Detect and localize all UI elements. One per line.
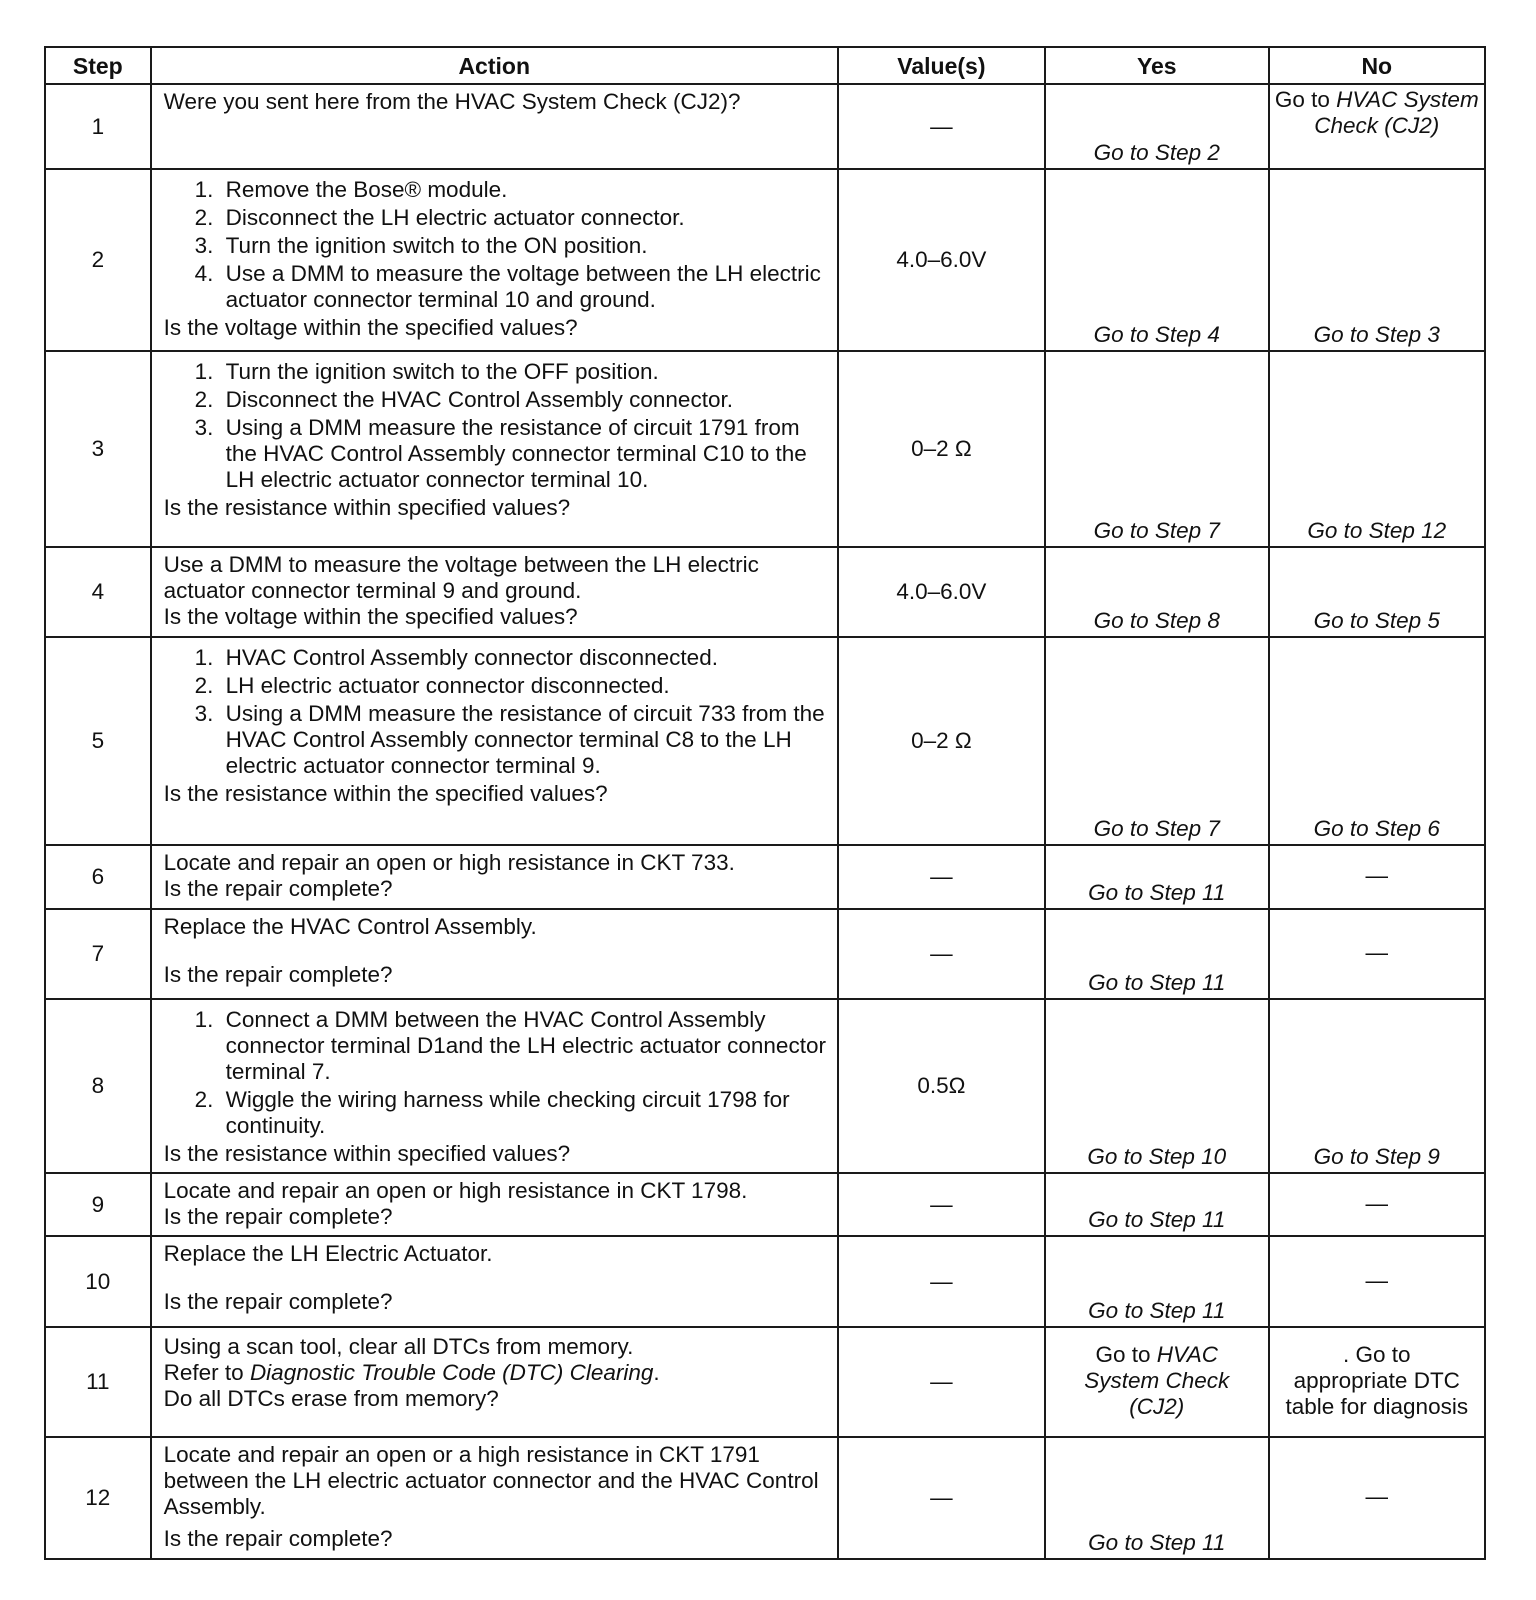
action-cell [151,1236,838,1327]
step-number: 8 [45,999,151,1173]
reference-prefix: Refer to [163,1360,250,1385]
yes-cell [1045,845,1269,909]
table-row [45,1173,1485,1236]
action-question: Is the resistance within specified values? [163,1141,571,1166]
yes-goto[interactable]: Go to Step 2 [1093,140,1220,165]
action-question: Is the repair complete? [163,1204,393,1229]
value-cell: — [838,1437,1045,1559]
action-question: Is the resistance within the specified values? [163,781,608,806]
yes-cell [1045,1173,1269,1236]
yes-goto[interactable]: Go to Step 4 [1093,322,1220,347]
reference-link[interactable]: Diagnostic Trouble Code (DTC) Clearing [249,1360,654,1385]
step-number: 4 [45,547,151,637]
yes-cell [1045,84,1269,169]
value-cell: 4.0–6.0V [838,547,1045,637]
action-cell [151,84,838,169]
header-action: Action [151,47,838,84]
action-list [164,645,829,779]
action-question: Do all DTCs erase from memory? [163,1386,499,1411]
step-number: 7 [45,909,151,999]
list-item: 2. Disconnect the HVAC Control Assembly connector. [220,387,829,413]
step-number: 11 [45,1327,151,1437]
no-cell: — [1269,1236,1485,1327]
value-cell: 4.0–6.0V [838,169,1045,351]
action-text: Locate and repair an open or high resistance in CKT 1798. [163,1178,748,1203]
value-cell: — [838,909,1045,999]
step-number: 6 [45,845,151,909]
diagnostic-table-page [44,46,1486,1560]
no-cell [1269,169,1485,351]
action-text: Replace the HVAC Control Assembly. [163,914,537,939]
list-item: 4. Use a DMM to measure the voltage between the LH electric actuator connector terminal 10 and ground. [220,261,829,313]
table-row [45,909,1485,999]
table-row [45,845,1485,909]
no-goto[interactable]: Go to Step 12 [1307,518,1447,543]
step-number: 9 [45,1173,151,1236]
no-prefix: Go to [1274,87,1337,112]
list-item: 3. Using a DMM measure the resistance of circuit 733 from the HVAC Control Assembly connector terminal C8 to the LH electric actuator connector terminal 9. [220,701,829,779]
table-row [45,84,1485,169]
value-cell: 0.5Ω [838,999,1045,1173]
header-yes: Yes [1045,47,1269,84]
value-cell: — [838,1173,1045,1236]
action-cell [151,1173,838,1236]
action-reference [164,1360,829,1386]
no-cell [1269,351,1485,547]
table-row [45,1236,1485,1327]
yes-cell [1045,547,1269,637]
list-item: 1. Turn the ignition switch to the OFF position. [220,359,829,385]
yes-cell [1045,1437,1269,1559]
yes-goto[interactable]: Go to Step 11 [1088,1207,1226,1232]
yes-cell [1045,999,1269,1173]
no-cell [1269,84,1485,169]
diagnostic-table [44,46,1486,1560]
yes-cell [1045,1236,1269,1327]
yes-cell [1045,1327,1269,1437]
action-text: Locate and repair an open or a high resistance in CKT 1791 between the LH electric actuator connector and the HVAC Control Assembly. [163,1442,819,1519]
yes-goto[interactable]: Go to Step 11 [1088,880,1226,905]
action-question: Is the repair complete? [163,1526,393,1551]
action-cell [151,1437,838,1559]
action-text: Replace the LH Electric Actuator. [163,1241,493,1266]
table-row [45,351,1485,547]
yes-cell [1045,169,1269,351]
action-text: Locate and repair an open or high resistance in CKT 733. [163,850,735,875]
no-cell [1269,637,1485,845]
no-text[interactable]: . Go to appropriate DTC table for diagnosis [1285,1342,1469,1419]
header-value: Value(s) [838,47,1045,84]
action-text: Were you sent here from the HVAC System Check (CJ2)? [163,89,741,114]
action-question: Is the resistance within specified values? [163,495,571,520]
yes-goto[interactable]: Go to Step 10 [1087,1144,1227,1169]
action-list [164,1007,829,1139]
yes-prefix: Go to [1095,1342,1157,1367]
reference-suffix: . [653,1360,660,1385]
header-no: No [1269,47,1485,84]
action-question: Is the repair complete? [163,876,393,901]
no-cell [1269,999,1485,1173]
no-cell: — [1269,845,1485,909]
table-row [45,1437,1485,1559]
no-cell: — [1269,1437,1485,1559]
no-link[interactable]: HVAC System Check (CJ2) [1314,87,1479,138]
no-cell: — [1269,909,1485,999]
table-row [45,169,1485,351]
yes-goto[interactable]: Go to Step 11 [1088,970,1226,995]
list-item: 1. Connect a DMM between the HVAC Control Assembly connector terminal D1and the LH electric actuator connector terminal 7. [220,1007,829,1085]
action-cell [151,637,838,845]
table-row [45,637,1485,845]
action-question: Is the voltage within the specified values? [163,315,578,340]
no-cell: — [1269,1173,1485,1236]
value-cell: 0–2 Ω [838,351,1045,547]
step-number: 3 [45,351,151,547]
action-question: Is the repair complete? [163,962,393,987]
value-cell: — [838,845,1045,909]
action-list [164,177,829,313]
value-cell: 0–2 Ω [838,637,1045,845]
step-number: 5 [45,637,151,845]
action-cell [151,1327,838,1437]
no-goto[interactable]: Go to Step 9 [1313,1144,1440,1169]
list-item: 3. Using a DMM measure the resistance of circuit 1791 from the HVAC Control Assembly connector terminal C10 to the LH electric actuator connector terminal 10. [220,415,829,493]
header-step: Step [45,47,151,84]
action-cell [151,547,838,637]
action-text: Using a scan tool, clear all DTCs from memory. [163,1334,634,1359]
value-cell: — [838,1236,1045,1327]
yes-cell [1045,909,1269,999]
action-cell [151,909,838,999]
no-goto[interactable]: Go to Step 3 [1313,322,1440,347]
action-cell [151,845,838,909]
action-text: Use a DMM to measure the voltage between the LH electric actuator connector terminal 9 and ground. [163,552,759,603]
list-item: 2. LH electric actuator connector disconnected. [220,673,829,699]
step-number: 12 [45,1437,151,1559]
action-question: Is the voltage within the specified values? [163,604,578,629]
action-cell [151,169,838,351]
no-goto[interactable]: Go to Step 6 [1313,816,1440,841]
step-number: 1 [45,84,151,169]
action-cell [151,351,838,547]
yes-goto[interactable]: Go to Step 8 [1093,608,1220,633]
value-cell: — [838,84,1045,169]
yes-goto[interactable]: Go to Step 7 [1093,816,1220,841]
value-cell: — [838,1327,1045,1437]
table-row [45,547,1485,637]
no-cell [1269,547,1485,637]
yes-goto[interactable]: Go to Step 7 [1093,518,1220,543]
no-cell [1269,1327,1485,1437]
yes-cell [1045,637,1269,845]
table-row [45,999,1485,1173]
list-item: 3. Turn the ignition switch to the ON position. [220,233,829,259]
header-row [45,47,1485,84]
list-item: 2. Wiggle the wiring harness while checking circuit 1798 for continuity. [220,1087,829,1139]
step-number: 10 [45,1236,151,1327]
table-row [45,1327,1485,1437]
yes-goto[interactable]: Go to Step 11 [1088,1530,1226,1555]
action-cell [151,999,838,1173]
action-list [164,359,829,493]
yes-link[interactable]: HVAC System Check (CJ2) [1084,1342,1230,1419]
no-goto[interactable]: Go to Step 5 [1313,608,1440,633]
list-item: 1. HVAC Control Assembly connector disconnected. [220,645,829,671]
step-number: 2 [45,169,151,351]
action-question: Is the repair complete? [163,1289,393,1314]
list-item: 1. Remove the Bose® module. [220,177,829,203]
yes-goto[interactable]: Go to Step 11 [1088,1298,1226,1323]
yes-cell [1045,351,1269,547]
list-item: 2. Disconnect the LH electric actuator connector. [220,205,829,231]
